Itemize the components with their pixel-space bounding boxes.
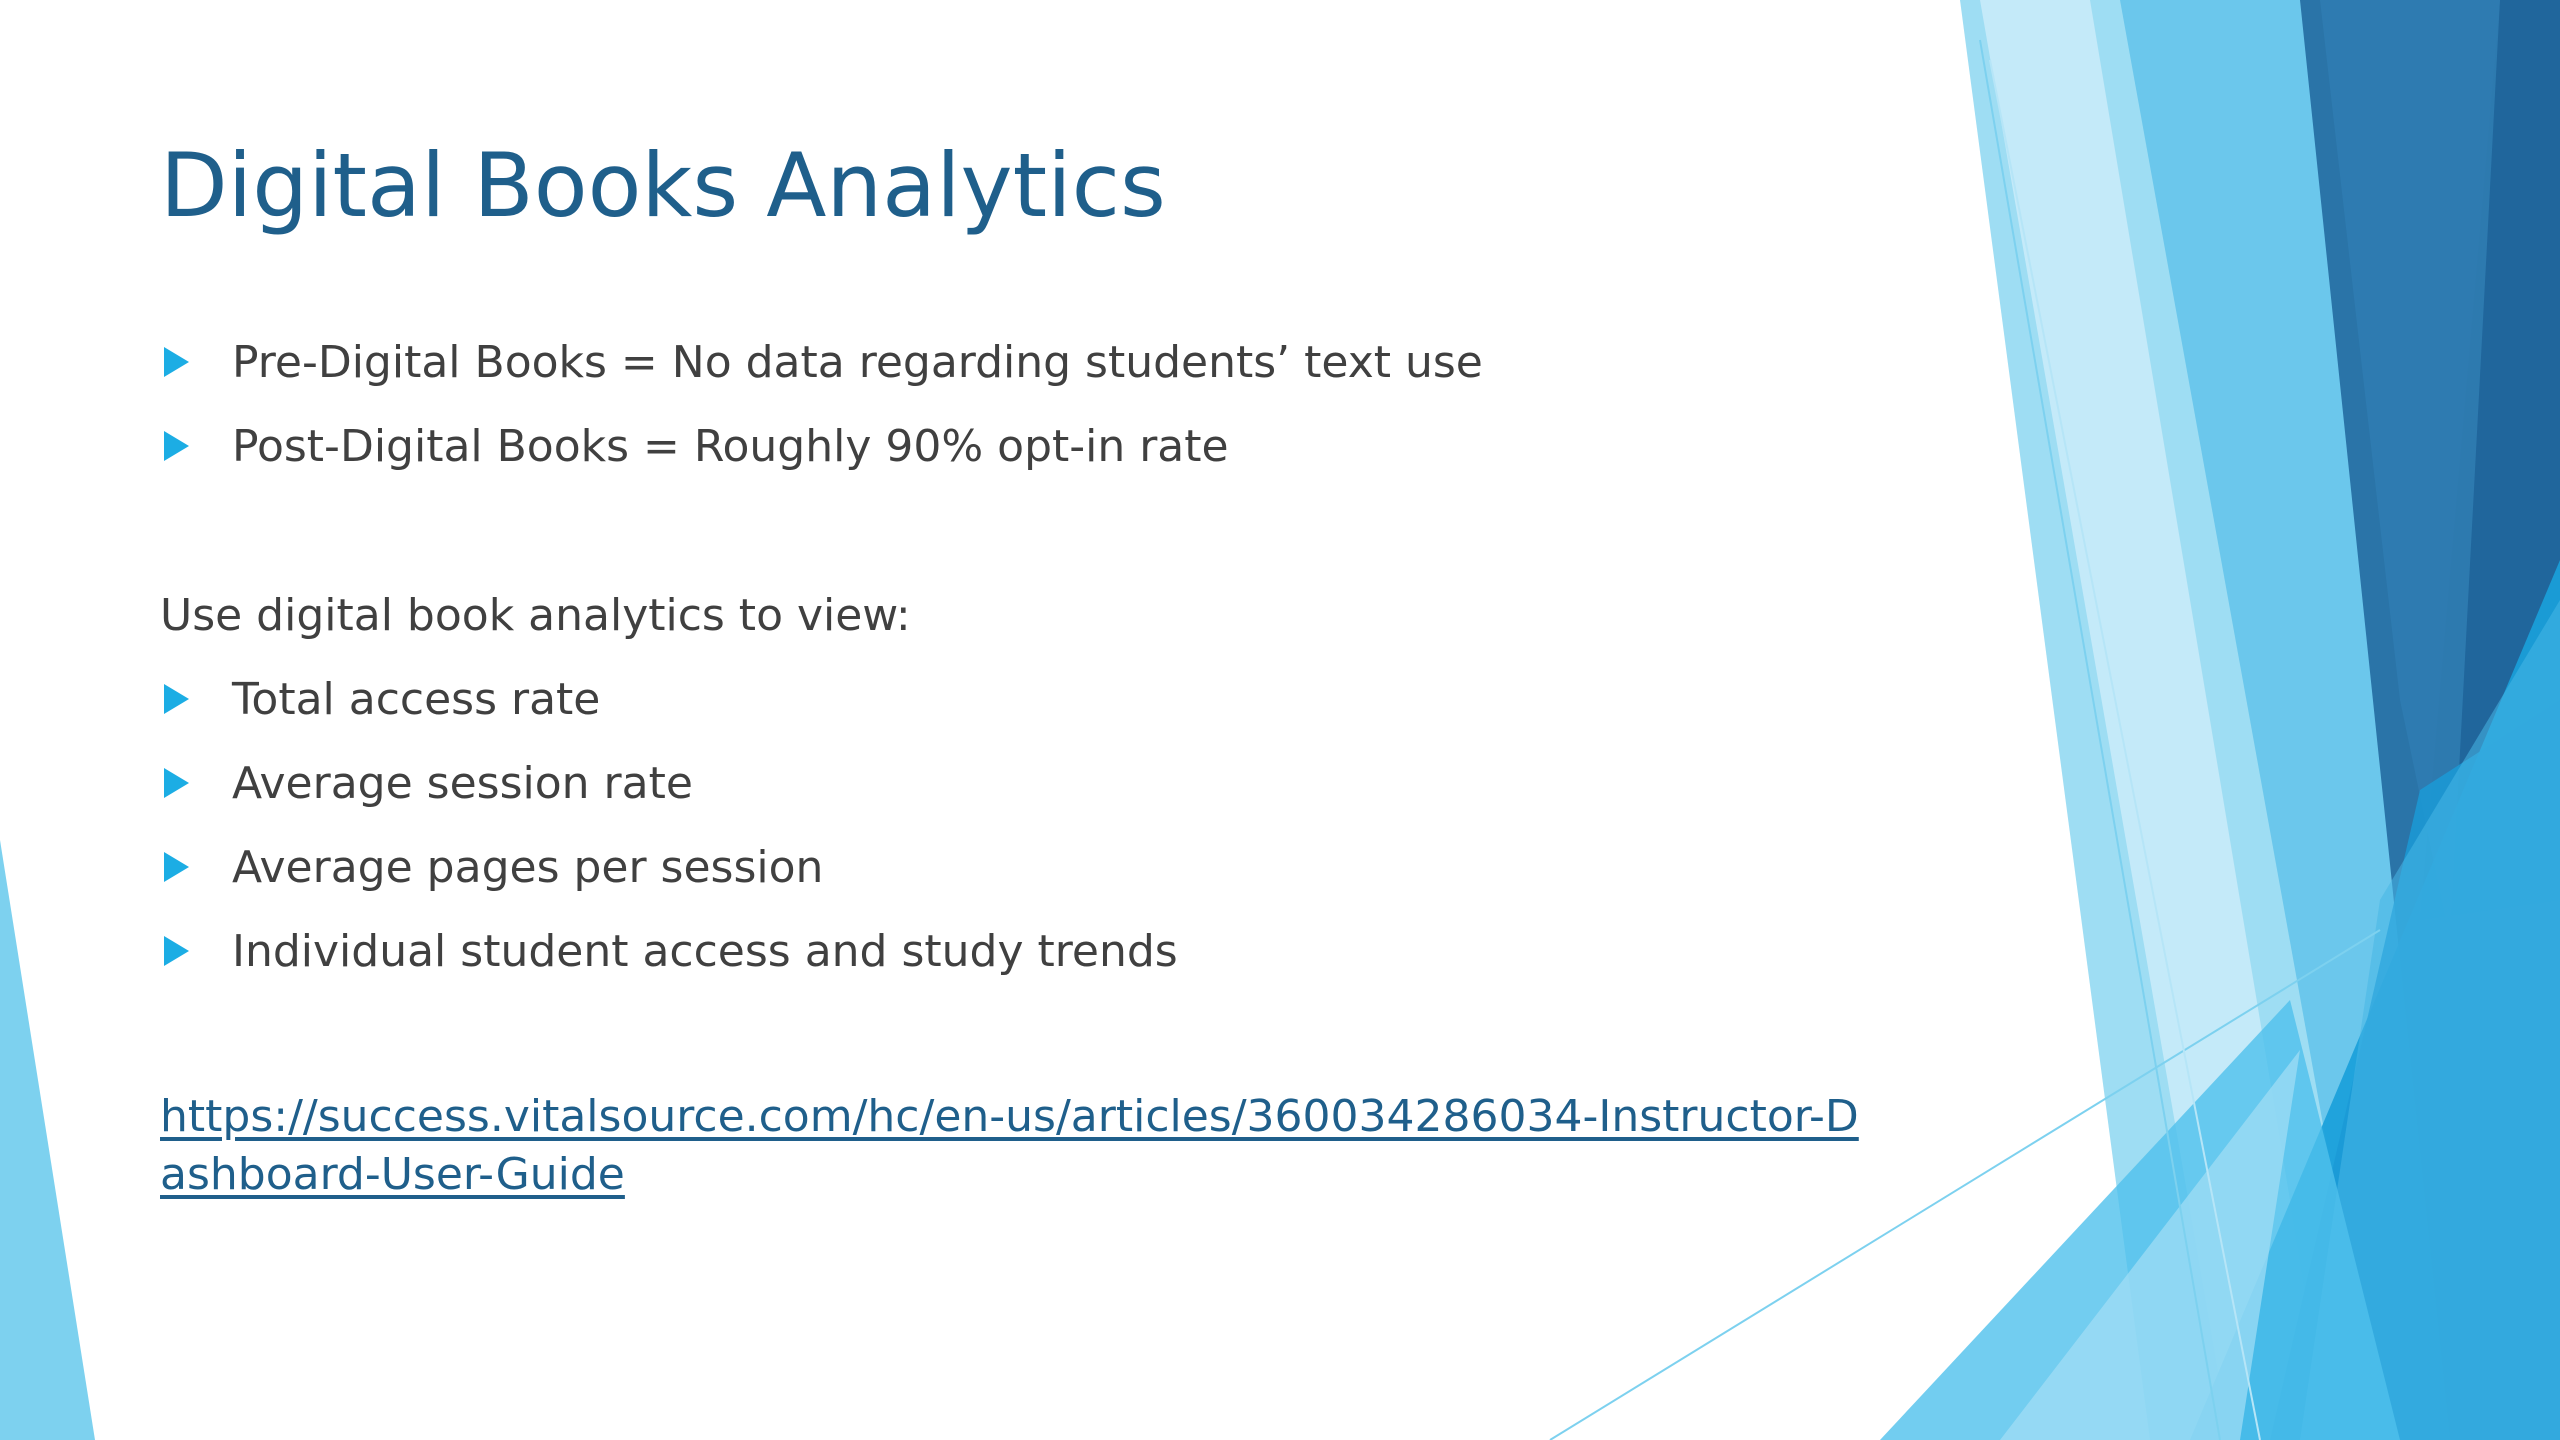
facet-left [0, 840, 95, 1440]
triangle-right-icon [164, 936, 189, 966]
bullet-text: Individual student access and study trends [232, 925, 1178, 977]
triangle-right-icon [164, 431, 189, 461]
bullet-item [160, 320, 1920, 404]
spacer [160, 993, 1920, 1088]
subheading: Use digital book analytics to view: [160, 589, 911, 641]
bullet-text: Post-Digital Books = Roughly 90% opt-in rate [232, 420, 1229, 472]
bullet-item [160, 825, 1920, 909]
triangle-right-icon [164, 347, 189, 377]
bullet-item [160, 741, 1920, 825]
vitalsource-guide-link[interactable]: https://success.vitalsource.com/hc/en-us/articles/360034286034-Instructor-Dashboard-User-Guide [160, 1091, 1859, 1200]
slide-title: Digital Books Analytics [160, 134, 1166, 237]
bullet-item [160, 404, 1920, 488]
bullet-list-top [160, 320, 1920, 488]
bullet-text: Average session rate [232, 757, 693, 809]
triangle-right-icon [164, 684, 189, 714]
bullet-item [160, 657, 1920, 741]
spacer [160, 488, 1920, 573]
bullet-item [160, 909, 1920, 993]
bullet-text: Pre-Digital Books = No data regarding students’ text use [232, 336, 1483, 388]
bullet-list-bottom [160, 657, 1920, 993]
slide-content [160, 320, 1920, 1204]
triangle-right-icon [164, 768, 189, 798]
bullet-text: Total access rate [232, 673, 601, 725]
triangle-right-icon [164, 852, 189, 882]
bullet-text: Average pages per session [232, 841, 824, 893]
